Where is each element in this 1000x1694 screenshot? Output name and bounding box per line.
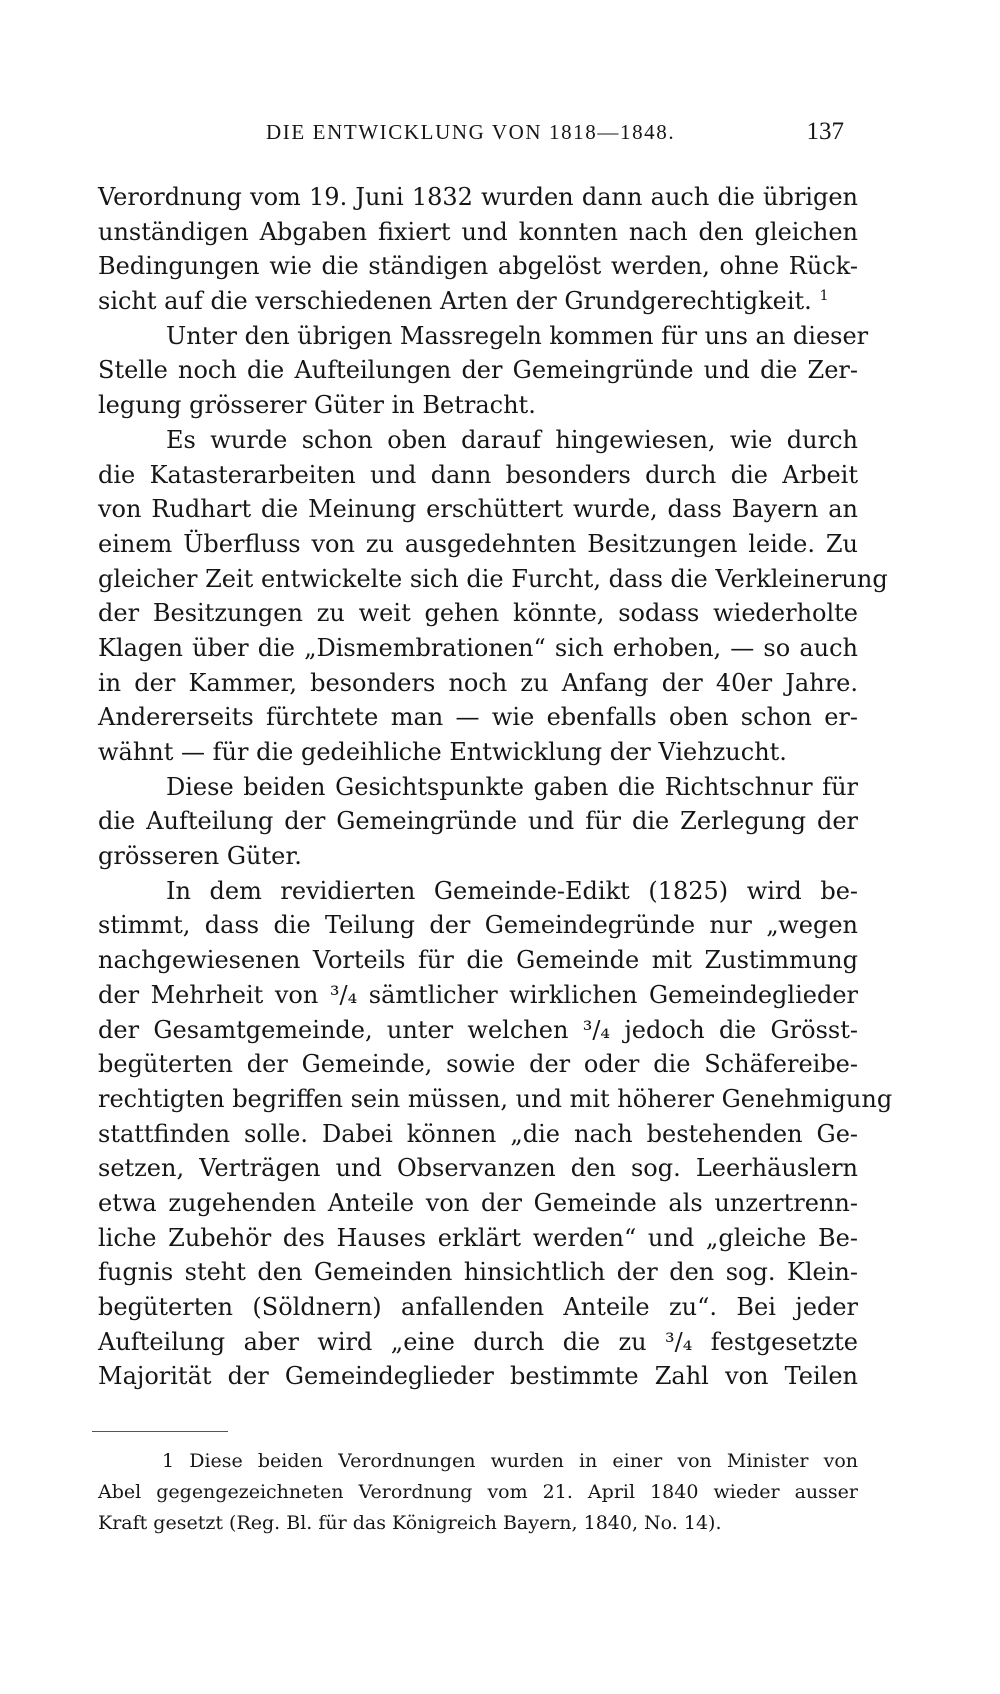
text-line: nachgewiesenen Vorteils für die Gemeinde mit Zustimmung xyxy=(98,946,858,975)
footnote xyxy=(98,1446,858,1539)
text-line: stimmt, dass die Teilung der Gemeindegründe nur „wegen xyxy=(98,911,858,940)
text-line: unständigen Abgaben fixiert und konnten nach den gleichen xyxy=(98,217,858,246)
text-line: Es wurde schon oben darauf hingewiesen, wie durch xyxy=(166,425,858,454)
text-line: einem Überfluss von zu ausgedehnten Besitzungen leide. Zu xyxy=(98,529,858,558)
text-line: Aufteilung aber wird „eine durch die zu ³/₄ festgesetzte xyxy=(98,1327,858,1356)
page-number: 137 xyxy=(806,118,844,145)
text-line: liche Zubehör des Hauses erklärt werden“ und „gleiche Be- xyxy=(98,1223,858,1252)
text-line: in der Kammer, besonders noch zu Anfang der 40er Jahre. xyxy=(98,668,858,697)
text-line: die Katasterarbeiten und dann besonders durch die Arbeit xyxy=(98,460,858,489)
text-line: von Rudhart die Meinung erschüttert wurde, dass Bayern an xyxy=(98,495,858,524)
text-line: etwa zugehenden Anteile von der Gemeinde als unzertrenn- xyxy=(98,1188,858,1217)
text-line: setzen, Verträgen und Observanzen den sog. Leerhäuslern xyxy=(98,1154,858,1183)
text-line: die Aufteilung der Gemeingründe und für die Zerlegung der xyxy=(98,807,858,836)
running-head xyxy=(92,118,844,158)
text-line: sicht auf die verschiedenen Arten der Grundgerechtigkeit. xyxy=(98,287,812,316)
text-line: Diese beiden Gesichtspunkte gaben die Richtschnur für xyxy=(166,772,858,801)
text-line: Klagen über die „Dismembrationen“ sich erhoben, — so auch xyxy=(98,633,858,662)
text-line: Unter den übrigen Massregeln kommen für uns an dieser xyxy=(166,321,869,350)
running-title: DIE ENTWICKLUNG VON 1818—1848. xyxy=(266,120,676,144)
text-line: der Mehrheit von ³/₄ sämtlicher wirklichen Gemeindeglieder xyxy=(98,980,858,1009)
text-line: legung grösserer Güter in Betracht. xyxy=(98,391,536,420)
text-line: Andererseits fürchtete man — wie ebenfalls oben schon er- xyxy=(98,703,858,732)
text-line: gleicher Zeit entwickelte sich die Furcht, dass die Verkleinerung xyxy=(98,564,888,593)
text-line: Majorität der Gemeindeglieder bestimmte Zahl von Teilen xyxy=(98,1362,858,1391)
footnote-text: Diese beiden Verordnungen wurden in einer von Minister von xyxy=(189,1450,858,1472)
text-line: begüterten der Gemeinde, sowie der oder die Schäfereibe- xyxy=(98,1050,858,1079)
text-line: fugnis steht den Gemeinden hinsichtlich der den sog. Klein- xyxy=(98,1258,858,1287)
text-line: stattfinden solle. Dabei können „die nach bestehenden Ge- xyxy=(98,1119,858,1148)
text-line: der Besitzungen zu weit gehen könnte, sodass wiederholte xyxy=(98,599,858,628)
text-line: Verordnung vom 19. Juni 1832 wurden dann auch die übrigen xyxy=(98,183,858,211)
footnote-reference: 1 xyxy=(819,288,829,305)
footnote-number: 1 xyxy=(162,1450,175,1472)
text-line-with-footnote-ref xyxy=(98,284,858,319)
text-line: wähnt — für die gedeihliche Entwicklung der Viehzucht. xyxy=(98,738,787,766)
footnote-divider xyxy=(92,1431,228,1432)
text-line: In dem revidierten Gemeinde-Edikt (1825) wird be- xyxy=(166,876,858,905)
body-text xyxy=(98,180,893,1394)
text-line: grösseren Güter. xyxy=(98,842,302,871)
footnote-line: Abel gegengezeichneten Verordnung vom 21. April 1840 wieder ausser xyxy=(98,1481,858,1503)
text-line: Bedingungen wie die ständigen abgelöst werden, ohne Rück- xyxy=(98,252,858,281)
footnote-line-first xyxy=(98,1446,858,1477)
text-line: Stelle noch die Aufteilungen der Gemeingründe und die Zer- xyxy=(98,356,858,385)
text-line: begüterten (Söldnern) anfallenden Anteile zu“. Bei jeder xyxy=(98,1293,858,1321)
footnote-line: Kraft gesetzt (Reg. Bl. für das Königreich Bayern, 1840, No. 14). xyxy=(98,1512,722,1534)
text-line: der Gesamtgemeinde, unter welchen ³/₄ jedoch die Grösst- xyxy=(98,1015,858,1044)
text-line: rechtigten begriffen sein müssen, und mit höherer Genehmigung xyxy=(98,1084,893,1113)
